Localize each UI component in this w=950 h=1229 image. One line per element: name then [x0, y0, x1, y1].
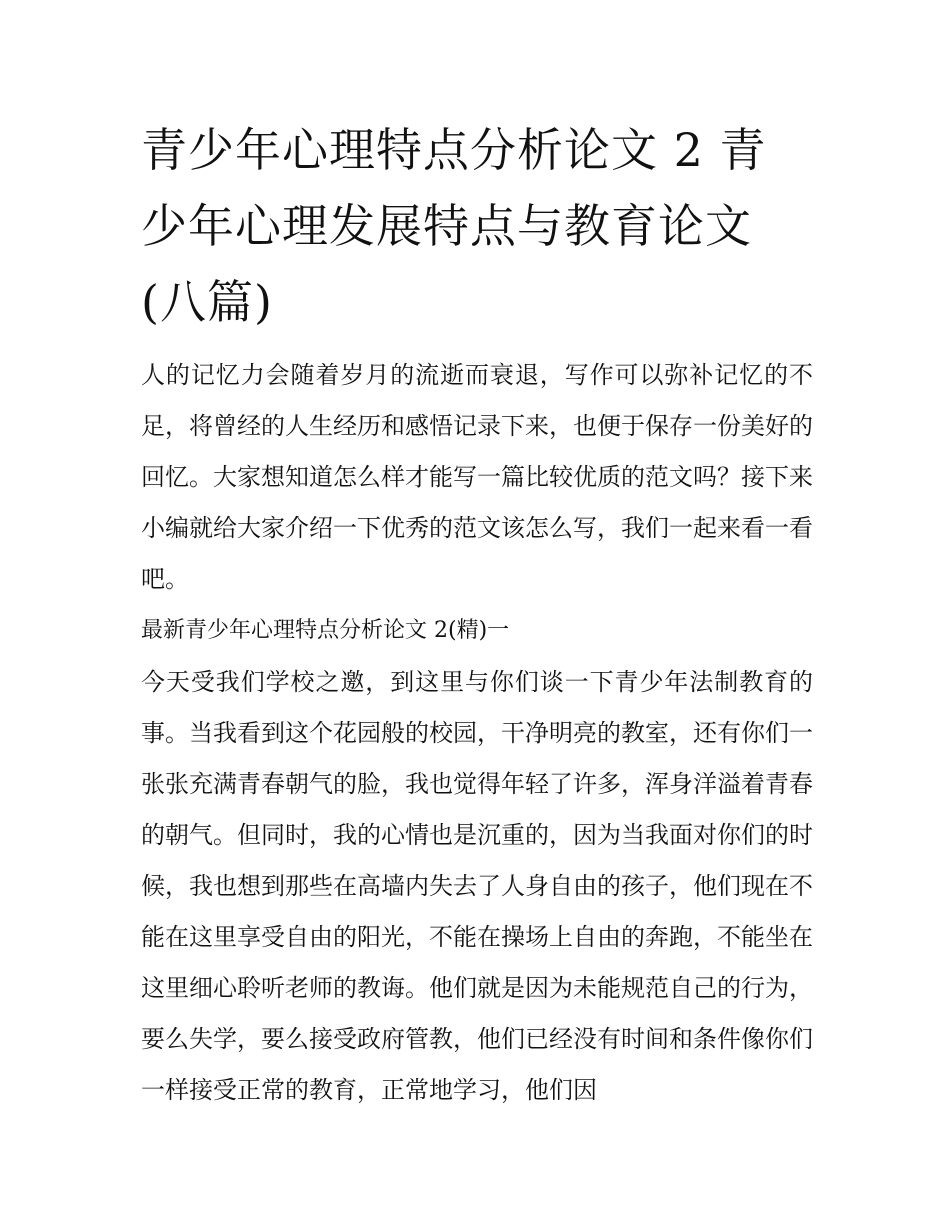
intro-paragraph: 人的记忆力会随着岁月的流逝而衰退，写作可以弥补记忆的不足，将曾经的人生经历和感悟记录下来，也便于保存一份美好的回忆。大家想知道怎么样才能写一篇比较优质的范文吗？接下来小编就给大家介绍一下优秀的范文该怎么写，我们一起来看一看吧。 [141, 361, 813, 593]
section-heading: 最新青少年心理特点分析论文 2(精)一 [141, 618, 510, 643]
body-paragraph: 今天受我们学校之邀，到这里与你们谈一下青少年法制教育的事。当我看到这个花园般的校园，干净明亮的教室，还有你们一张张充满青春朝气的脸，我也觉得年轻了许多，浑身洋溢着青春的朝气。但同时，我的心情也是沉重的，因为当我面对你们的时候，我也想到那些在高墙内失去了人身自由的孩子，他们现在不能在这里享受自由的阳光，不能在操场上自由的奔跑，不能坐在这里细心聆听老师的教诲。他们就是因为未能规范自己的行为，要么失学，要么接受政府管教，他们已经没有时间和条件像你们一样接受正常的教育，正常地学习，他们因 [141, 668, 813, 1104]
document-page [141, 112, 813, 1116]
document-title: 青少年心理特点分析论文 2 青少年心理发展特点与教育论文(八篇) [141, 123, 767, 329]
